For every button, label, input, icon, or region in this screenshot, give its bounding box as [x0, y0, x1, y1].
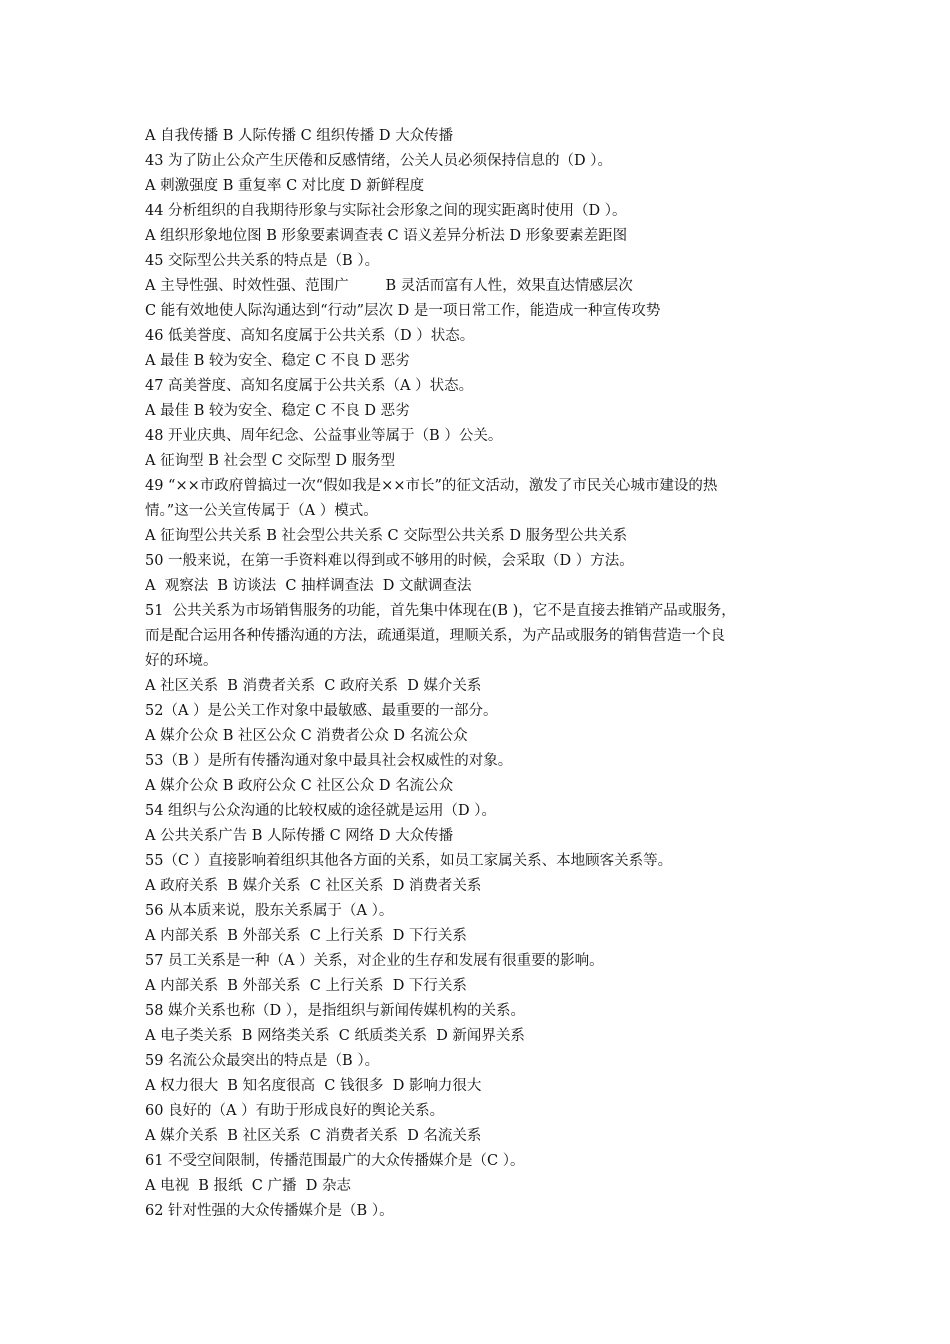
text-line: A 政府关系 B 媒介关系 C 社区关系 D 消费者关系	[145, 878, 482, 894]
text-line: A 组织形象地位图 B 形象要素调查表 C 语义差异分析法 D 形象要素差距图	[145, 228, 628, 244]
text-line: 58 媒介关系也称（D ），是指组织与新闻传媒机构的关系。	[145, 1003, 526, 1019]
text-line: 44 分析组织的自我期待形象与实际社会形象之间的现实距离时使用（D ）。	[145, 203, 627, 219]
text-line: A 媒介公众 B 政府公众 C 社区公众 D 名流公众	[145, 778, 454, 794]
text-line: A 社区关系 B 消费者关系 C 政府关系 D 媒介关系	[145, 678, 482, 694]
text-line: A 观察法 B 访谈法 C 抽样调查法 D 文献调查法	[145, 578, 472, 594]
text-line: 46 低美誉度、高知名度属于公共关系（D ）状态。	[145, 328, 475, 344]
text-line: A 公共关系广告 B 人际传播 C 网络 D 大众传播	[145, 828, 454, 844]
text-line: 情。”这一公关宣传属于（A ）模式。	[145, 503, 378, 519]
text-line: A 主导性强、时效性强、范围广 B 灵活而富有人性，效果直达情感层次	[145, 278, 633, 294]
text-line: 59 名流公众最突出的特点是（B ）。	[145, 1053, 380, 1069]
text-line: 52（A ）是公关工作对象中最敏感、最重要的一部分。	[145, 703, 498, 719]
text-line: 49 “××市政府曾搞过一次“假如我是××市长”的征文活动，激发了市民关心城市建设的热	[145, 478, 718, 494]
document-page	[145, 124, 825, 1224]
text-line: 43 为了防止公众产生厌倦和反感情绪，公关人员必须保持信息的（D ）。	[145, 153, 613, 169]
text-line: 57 员工关系是一种（A ）关系，对企业的生存和发展有很重要的影响。	[145, 953, 604, 969]
text-line: A 权力很大 B 知名度很高 C 钱很多 D 影响力很大	[145, 1078, 482, 1094]
text-line: 56 从本质来说，股东关系属于（A ）。	[145, 903, 394, 919]
text-line: A 自我传播 B 人际传播 C 组织传播 D 大众传播	[145, 128, 454, 144]
text-line: A 征询型公共关系 B 社会型公共关系 C 交际型公共关系 D 服务型公共关系	[145, 528, 628, 544]
text-line: 好的环境。	[145, 653, 218, 669]
text-line: 54 组织与公众沟通的比较权威的途径就是运用（D ）。	[145, 803, 497, 819]
text-line: 51 公共关系为市场销售服务的功能，首先集中体现在(B )，它不是直接去推销产品或服务，	[145, 603, 736, 619]
text-line: 61 不受空间限制，传播范围最广的大众传播媒介是（C ）。	[145, 1153, 525, 1169]
text-line: A 内部关系 B 外部关系 C 上行关系 D 下行关系	[145, 928, 467, 944]
text-line: 而是配合运用各种传播沟通的方法，疏通渠道，理顺关系，为产品或服务的销售营造一个良	[145, 628, 725, 644]
text-line: 62 针对性强的大众传播媒介是（B ）。	[145, 1203, 394, 1219]
text-line: A 刺激强度 B 重复率 C 对比度 D 新鲜程度	[145, 178, 425, 194]
text-line: 50 一般来说，在第一手资料难以得到或不够用的时候，会采取（D ）方法。	[145, 553, 634, 569]
text-line: A 电视 B 报纸 C 广播 D 杂志	[145, 1178, 351, 1194]
text-line: A 最佳 B 较为安全、稳定 C 不良 D 恶劣	[145, 353, 410, 369]
text-line: A 征询型 B 社会型 C 交际型 D 服务型	[145, 453, 396, 469]
text-line: 60 良好的（A ）有助于形成良好的舆论关系。	[145, 1103, 445, 1119]
text-line: 45 交际型公共关系的特点是（B ）。	[145, 253, 380, 269]
text-line: 55（C ）直接影响着组织其他各方面的关系，如员工家属关系、本地顾客关系等。	[145, 853, 673, 869]
text-line: 53（B ）是所有传播沟通对象中最具社会权威性的对象。	[145, 753, 513, 769]
text-line: A 媒介公众 B 社区公众 C 消费者公众 D 名流公众	[145, 728, 468, 744]
text-line: C 能有效地使人际沟通达到“行动”层次 D 是一项日常工作，能造成一种宣传攻势	[145, 303, 661, 319]
text-line: A 内部关系 B 外部关系 C 上行关系 D 下行关系	[145, 978, 467, 994]
text-line: A 最佳 B 较为安全、稳定 C 不良 D 恶劣	[145, 403, 410, 419]
text-line: A 媒介关系 B 社区关系 C 消费者关系 D 名流关系	[145, 1128, 482, 1144]
text-line: A 电子类关系 B 网络类关系 C 纸质类关系 D 新闻界关系	[145, 1028, 525, 1044]
text-line: 47 高美誉度、高知名度属于公共关系（A ）状态。	[145, 378, 474, 394]
text-line: 48 开业庆典、周年纪念、公益事业等属于（B ）公关。	[145, 428, 503, 444]
